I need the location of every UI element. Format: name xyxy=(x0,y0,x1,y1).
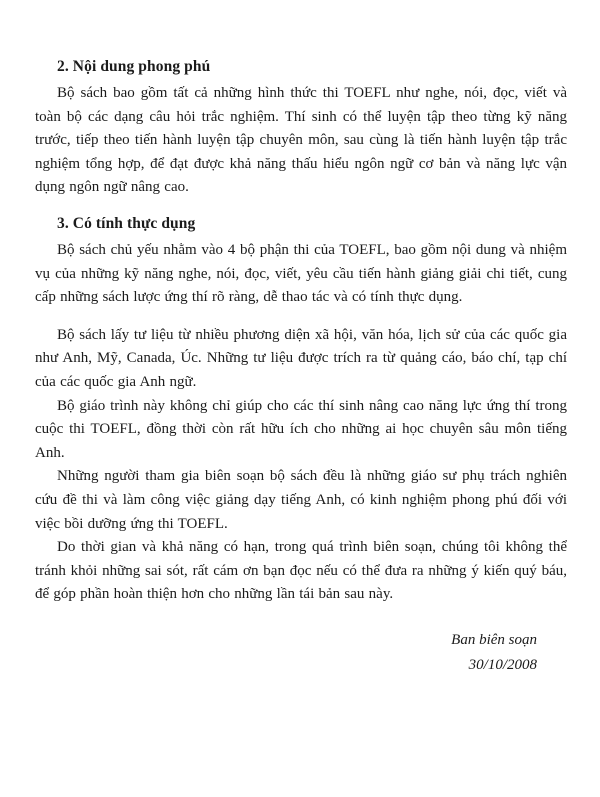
paragraph: Do thời gian và khả năng có hạn, trong quá trình biên soạn, chúng tôi không thể tránh khỏi những sai sót, rất cám ơn bạn đọc nếu có thể đưa ra những ý kiến quý báu, để góp phần hoàn thiện hơn cho những lần tái bản sau này. xyxy=(35,539,567,603)
paragraph: Bộ sách chủ yếu nhằm vào 4 bộ phận thi của TOEFL, bao gồm nội dung và nhiệm vụ của những kỹ năng nghe, nói, đọc, viết, yêu cầu tiến hành giảng giải chi tiết, cung cấp những sách lược ứng thí rõ ràng, dễ thao tác và có tính thực dụng. xyxy=(35,241,567,306)
section-heading: 2. Nội dung phong phú xyxy=(57,58,211,75)
signature-block xyxy=(35,628,567,678)
paragraph: Những người tham gia biên soạn bộ sách đều là những giáo sư phụ trách nghiên cứu đề thi và làm công việc giảng dạy tiếng Anh, có kinh nghiệm phong phú đối với việc bồi dưỡng ứng thi TOEFL. xyxy=(35,468,567,532)
section-practicality xyxy=(35,215,567,607)
paragraph: Bộ sách bao gồm tất cả những hình thức thi TOEFL như nghe, nói, đọc, viết và toàn bộ các dạng câu hỏi trắc nghiệm. Thí sinh có thể luyện tập theo từng kỹ năng trước, tiếp theo tiến hành luyện tập chuyên môn, sau cùng là tiến hành luyện tập trắc nghiệm tổng hợp, để đạt được khả năng thấu hiểu ngôn ngữ cơ bản và năng lực vận dụng ngôn ngữ nâng cao. xyxy=(35,85,567,196)
section-heading: 3. Có tính thực dụng xyxy=(57,214,196,232)
paragraph: Bộ sách lấy tư liệu từ nhiều phương diện xã hội, văn hóa, lịch sử của các quốc gia như Anh, Mỹ, Canada, Úc. Những tư liệu được trích ra từ quảng cáo, báo chí, tạp chí của các quốc gia Anh ngữ. xyxy=(35,326,567,390)
paragraph: Bộ giáo trình này không chỉ giúp cho các thí sinh nâng cao năng lực ứng thí trong cuộc thi TOEFL, đồng thời còn rất hữu ích cho những ai học chuyên sâu môn tiếng Anh. xyxy=(35,397,567,461)
signature-date: 30/10/2008 xyxy=(468,656,537,673)
signature-author: Ban biên soạn xyxy=(451,631,537,648)
section-rich-content xyxy=(35,58,567,200)
